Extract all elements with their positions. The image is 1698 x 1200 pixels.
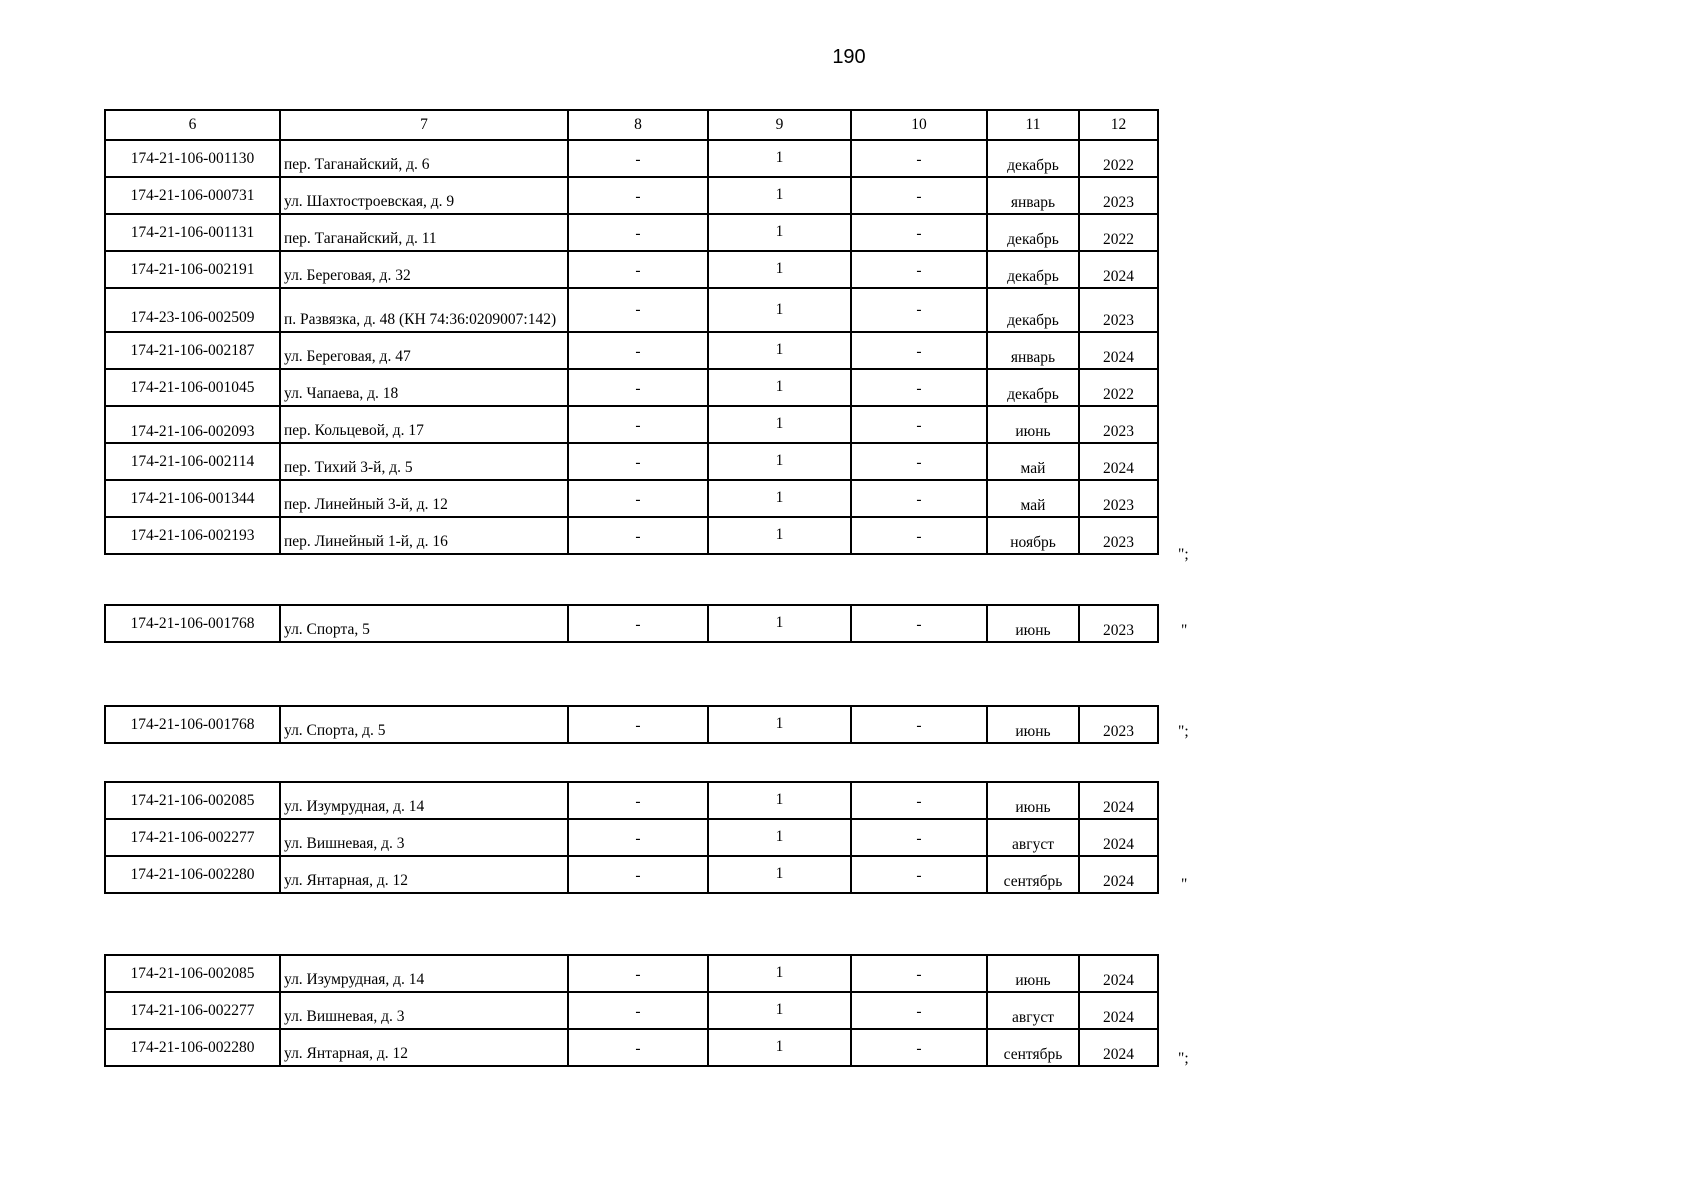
col8-cell: - <box>568 517 708 554</box>
col10-cell: - <box>851 214 987 251</box>
month-cell: сентябрь <box>987 856 1079 893</box>
closing-quote-mark: "; <box>1178 1050 1189 1067</box>
address-cell: пер. Таганайский, д. 6 <box>280 140 568 177</box>
month-cell: июнь <box>987 406 1079 443</box>
month-cell: ноябрь <box>987 517 1079 554</box>
address-cell: ул. Береговая, д. 32 <box>280 251 568 288</box>
table-block-4 <box>104 781 1159 894</box>
col9-cell: 1 <box>708 140 851 177</box>
col8-cell: - <box>568 480 708 517</box>
table-row <box>105 955 1158 992</box>
year-cell: 2024 <box>1079 782 1158 819</box>
object-code-cell: 174-21-106-002085 <box>105 782 280 819</box>
col10-cell: - <box>851 955 987 992</box>
table-row <box>105 605 1158 642</box>
col10-cell: - <box>851 819 987 856</box>
year-cell: 2023 <box>1079 406 1158 443</box>
col9-cell: 1 <box>708 992 851 1029</box>
address-cell: ул. Изумрудная, д. 14 <box>280 955 568 992</box>
header-cell: 7 <box>280 110 568 140</box>
header-cell: 12 <box>1079 110 1158 140</box>
table-row <box>105 1029 1158 1066</box>
col9-cell: 1 <box>708 177 851 214</box>
object-code-cell: 174-21-106-002187 <box>105 332 280 369</box>
col9-cell: 1 <box>708 782 851 819</box>
col9-cell: 1 <box>708 955 851 992</box>
header-cell: 6 <box>105 110 280 140</box>
table-row <box>105 214 1158 251</box>
object-code-cell: 174-23-106-002509 <box>105 288 280 332</box>
address-cell: ул. Спорта, 5 <box>280 605 568 642</box>
col10-cell: - <box>851 288 987 332</box>
year-cell: 2024 <box>1079 1029 1158 1066</box>
col9-cell: 1 <box>708 1029 851 1066</box>
col8-cell: - <box>568 856 708 893</box>
object-code-cell: 174-21-106-002114 <box>105 443 280 480</box>
col8-cell: - <box>568 819 708 856</box>
address-cell: ул. Янтарная, д. 12 <box>280 856 568 893</box>
amendment-table <box>104 781 1159 894</box>
table-row <box>105 443 1158 480</box>
amendment-table <box>104 954 1159 1067</box>
address-cell: ул. Чапаева, д. 18 <box>280 369 568 406</box>
month-cell: декабрь <box>987 288 1079 332</box>
object-code-cell: 174-21-106-002277 <box>105 992 280 1029</box>
col9-cell: 1 <box>708 517 851 554</box>
year-cell: 2024 <box>1079 443 1158 480</box>
col10-cell: - <box>851 332 987 369</box>
object-code-cell: 174-21-106-001045 <box>105 369 280 406</box>
header-row <box>105 110 1158 140</box>
object-code-cell: 174-21-106-002280 <box>105 856 280 893</box>
month-cell: декабрь <box>987 140 1079 177</box>
table-row <box>105 856 1158 893</box>
col8-cell: - <box>568 955 708 992</box>
col10-cell: - <box>851 517 987 554</box>
col9-cell: 1 <box>708 443 851 480</box>
address-cell: ул. Вишневая, д. 3 <box>280 819 568 856</box>
year-cell: 2023 <box>1079 605 1158 642</box>
col8-cell: - <box>568 782 708 819</box>
month-cell: декабрь <box>987 369 1079 406</box>
table-row <box>105 480 1158 517</box>
month-cell: июнь <box>987 605 1079 642</box>
year-cell: 2023 <box>1079 517 1158 554</box>
col8-cell: - <box>568 706 708 743</box>
month-cell: июнь <box>987 706 1079 743</box>
table-row <box>105 140 1158 177</box>
col9-cell: 1 <box>708 819 851 856</box>
closing-quote-mark: "; <box>1178 546 1189 563</box>
object-code-cell: 174-21-106-001768 <box>105 706 280 743</box>
col9-cell: 1 <box>708 706 851 743</box>
col9-cell: 1 <box>708 251 851 288</box>
month-cell: декабрь <box>987 251 1079 288</box>
month-cell: сентябрь <box>987 1029 1079 1066</box>
object-code-cell: 174-21-106-002280 <box>105 1029 280 1066</box>
col8-cell: - <box>568 214 708 251</box>
address-cell: ул. Янтарная, д. 12 <box>280 1029 568 1066</box>
header-cell: 8 <box>568 110 708 140</box>
object-code-cell: 174-21-106-000731 <box>105 177 280 214</box>
month-cell: август <box>987 992 1079 1029</box>
col8-cell: - <box>568 406 708 443</box>
year-cell: 2023 <box>1079 177 1158 214</box>
table-row <box>105 406 1158 443</box>
month-cell: июнь <box>987 955 1079 992</box>
page-number: 190 <box>832 46 866 68</box>
col10-cell: - <box>851 406 987 443</box>
year-cell: 2024 <box>1079 856 1158 893</box>
address-cell: ул. Изумрудная, д. 14 <box>280 782 568 819</box>
table-row <box>105 288 1158 332</box>
address-cell: ул. Вишневая, д. 3 <box>280 992 568 1029</box>
col10-cell: - <box>851 480 987 517</box>
table-row <box>105 992 1158 1029</box>
year-cell: 2023 <box>1079 288 1158 332</box>
table-row <box>105 177 1158 214</box>
object-code-cell: 174-21-106-002093 <box>105 406 280 443</box>
col8-cell: - <box>568 140 708 177</box>
header-cell: 9 <box>708 110 851 140</box>
year-cell: 2022 <box>1079 140 1158 177</box>
header-cell: 11 <box>987 110 1079 140</box>
object-code-cell: 174-21-106-001344 <box>105 480 280 517</box>
month-cell: январь <box>987 332 1079 369</box>
amendment-table <box>104 604 1159 643</box>
col10-cell: - <box>851 369 987 406</box>
col9-cell: 1 <box>708 369 851 406</box>
col10-cell: - <box>851 992 987 1029</box>
col10-cell: - <box>851 782 987 819</box>
address-cell: п. Развязка, д. 48 (КН 74:36:0209007:142) <box>280 288 568 332</box>
address-cell: ул. Шахтостроевская, д. 9 <box>280 177 568 214</box>
year-cell: 2024 <box>1079 992 1158 1029</box>
col9-cell: 1 <box>708 288 851 332</box>
col10-cell: - <box>851 1029 987 1066</box>
year-cell: 2022 <box>1079 369 1158 406</box>
col8-cell: - <box>568 288 708 332</box>
amendment-table <box>104 705 1159 744</box>
address-cell: ул. Спорта, д. 5 <box>280 706 568 743</box>
table-block-3 <box>104 705 1159 744</box>
col10-cell: - <box>851 177 987 214</box>
col8-cell: - <box>568 605 708 642</box>
month-cell: май <box>987 480 1079 517</box>
closing-quote-mark: " <box>1181 876 1188 893</box>
col9-cell: 1 <box>708 605 851 642</box>
object-code-cell: 174-21-106-002193 <box>105 517 280 554</box>
object-code-cell: 174-21-106-002085 <box>105 955 280 992</box>
col8-cell: - <box>568 443 708 480</box>
table-row <box>105 251 1158 288</box>
year-cell: 2024 <box>1079 251 1158 288</box>
object-code-cell: 174-21-106-001130 <box>105 140 280 177</box>
col10-cell: - <box>851 251 987 288</box>
col9-cell: 1 <box>708 406 851 443</box>
table-row <box>105 782 1158 819</box>
address-cell: пер. Линейный 1-й, д. 16 <box>280 517 568 554</box>
table-row <box>105 706 1158 743</box>
address-cell: пер. Кольцевой, д. 17 <box>280 406 568 443</box>
year-cell: 2024 <box>1079 819 1158 856</box>
col9-cell: 1 <box>708 332 851 369</box>
month-cell: май <box>987 443 1079 480</box>
col8-cell: - <box>568 369 708 406</box>
main-table <box>104 109 1159 555</box>
table-row <box>105 819 1158 856</box>
year-cell: 2023 <box>1079 706 1158 743</box>
col8-cell: - <box>568 992 708 1029</box>
object-code-cell: 174-21-106-002277 <box>105 819 280 856</box>
col8-cell: - <box>568 332 708 369</box>
col10-cell: - <box>851 605 987 642</box>
month-cell: июнь <box>987 782 1079 819</box>
header-cell: 10 <box>851 110 987 140</box>
col10-cell: - <box>851 856 987 893</box>
year-cell: 2022 <box>1079 214 1158 251</box>
col10-cell: - <box>851 443 987 480</box>
col8-cell: - <box>568 251 708 288</box>
col8-cell: - <box>568 1029 708 1066</box>
year-cell: 2024 <box>1079 955 1158 992</box>
month-cell: август <box>987 819 1079 856</box>
col10-cell: - <box>851 140 987 177</box>
address-cell: пер. Таганайский, д. 11 <box>280 214 568 251</box>
closing-quote-mark: " <box>1181 622 1188 639</box>
address-cell: пер. Линейный 3-й, д. 12 <box>280 480 568 517</box>
object-code-cell: 174-21-106-002191 <box>105 251 280 288</box>
table-block-1 <box>104 109 1159 555</box>
month-cell: декабрь <box>987 214 1079 251</box>
address-cell: ул. Береговая, д. 47 <box>280 332 568 369</box>
table-row <box>105 517 1158 554</box>
closing-quote-mark: "; <box>1178 723 1189 740</box>
col9-cell: 1 <box>708 856 851 893</box>
col8-cell: - <box>568 177 708 214</box>
table-block-5 <box>104 954 1159 1067</box>
address-cell: пер. Тихий 3-й, д. 5 <box>280 443 568 480</box>
table-block-2 <box>104 604 1159 643</box>
object-code-cell: 174-21-106-001131 <box>105 214 280 251</box>
table-row <box>105 332 1158 369</box>
month-cell: январь <box>987 177 1079 214</box>
table-row <box>105 369 1158 406</box>
col9-cell: 1 <box>708 480 851 517</box>
year-cell: 2023 <box>1079 480 1158 517</box>
col10-cell: - <box>851 706 987 743</box>
col9-cell: 1 <box>708 214 851 251</box>
object-code-cell: 174-21-106-001768 <box>105 605 280 642</box>
year-cell: 2024 <box>1079 332 1158 369</box>
